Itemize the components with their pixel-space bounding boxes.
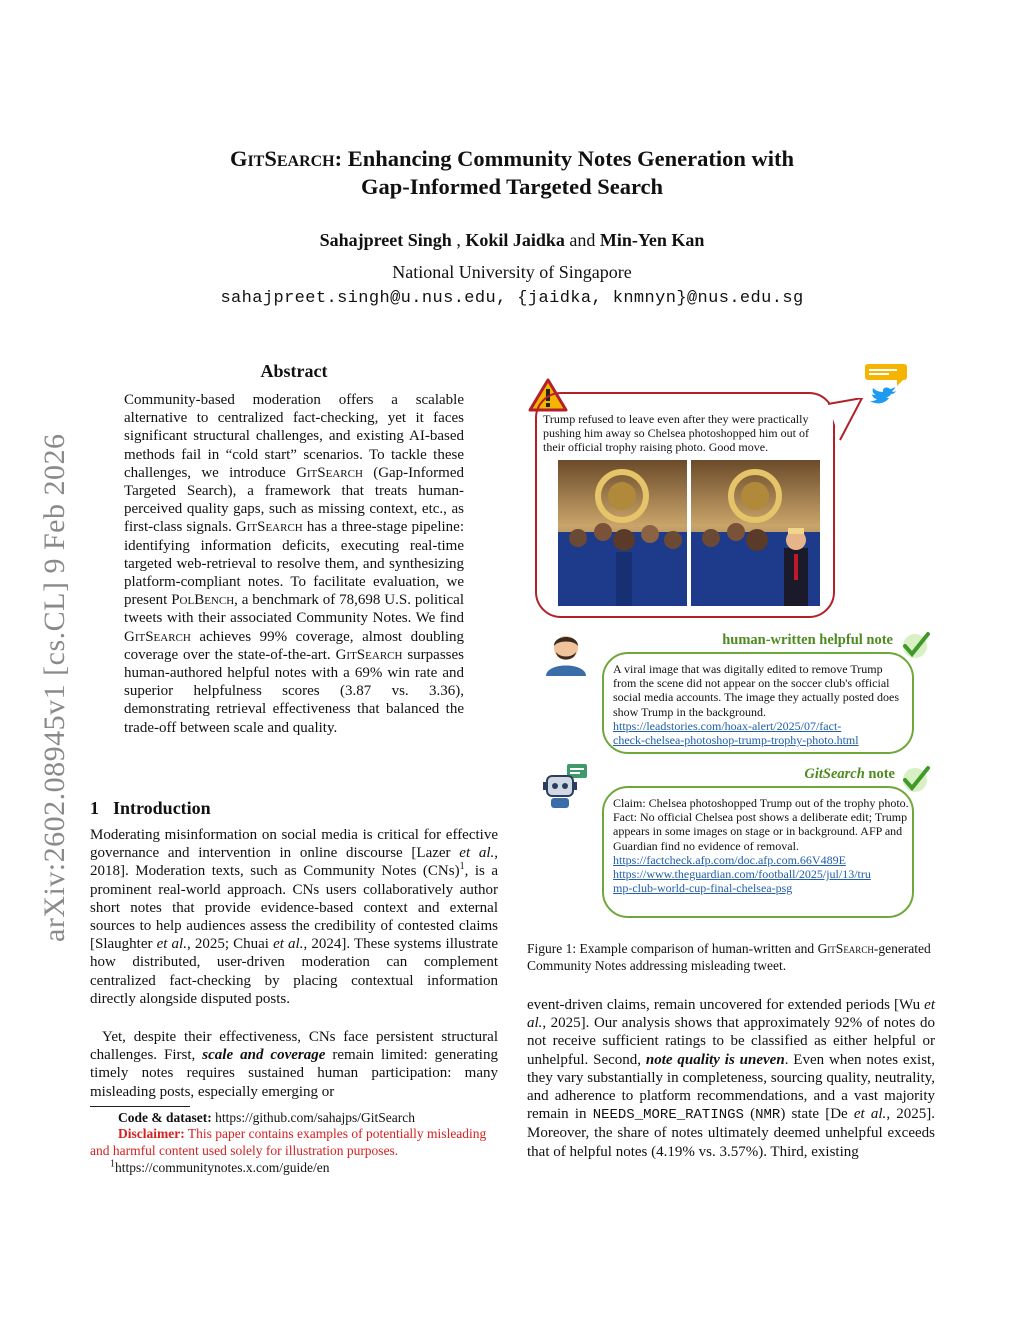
gitsearch-note-label (675, 766, 895, 783)
abstract-heading: Abstract (260, 361, 328, 381)
code-term: NMR (755, 1107, 781, 1124)
note-link[interactable]: https://leadstories.com/hoax-alert/2025/07/fact- (613, 718, 842, 733)
footnote-label: Code & dataset: (118, 1110, 212, 1125)
intro-paragraph (90, 826, 498, 1008)
paper-title (112, 145, 912, 201)
text: Yet, despite their effectiveness, CNs face persistent structural challenges. First, (90, 1029, 498, 1064)
abstract-body (124, 391, 464, 737)
text: , 2025]. Moreover, the share of notes ultimately deemed unhelpful exceeds that of helpful notes (4.19% vs. 3.57%). Third, existing (527, 1106, 935, 1160)
trophy-photo-comparison (558, 460, 820, 606)
author-separator: and (564, 230, 600, 250)
footnote-rule (90, 1106, 190, 1107)
footnote-mark: 1 (110, 1158, 115, 1170)
system-name: GitSearch (296, 464, 363, 481)
footnote-1 (90, 1160, 498, 1177)
label-italic: GitSearch (804, 766, 865, 782)
gitsearch-note-text (613, 796, 909, 895)
text: . Even when notes exist, they vary substantially in completeness, sourcing quality, neutrality, and adherence to platform recommendations, and a vast majority remain in (527, 1051, 935, 1123)
footnote-url[interactable]: https://communitynotes.x.com/guide/en (115, 1160, 330, 1175)
abstract-text: , a benchmark of 78,698 U.S. political tweets with their associated Community Notes. We find (124, 592, 464, 627)
text: , 2025]. Our analysis shows that approximately 92% of notes do not receive sufficient ratings to be classified as either helpful or unhelpful. Second, (527, 1015, 935, 1068)
text: event-driven claims, remain uncovered for extended periods [Wu (527, 997, 925, 1013)
text-italic: et al. (156, 936, 187, 953)
caption-text: -generated Community Notes addressing misleading tweet. (527, 941, 931, 973)
author-name: Sahajpreet Singh (319, 230, 452, 250)
intro-paragraph-continued (527, 996, 935, 1161)
abstract-text: has a three-stage pipeline: identifying information deficits, executing real-time targeted web-retrieval to resolve them, and synthesizing platform-compliant notes. To facilitate evaluation, we present (124, 519, 465, 609)
note-link[interactable]: https://www.theguardian.com/football/2025/jul/13/tru (613, 867, 871, 882)
system-name: GitSearch (817, 941, 874, 956)
code-url[interactable]: https://github.com/sahajps/GitSearch (215, 1110, 415, 1125)
author-name: Min-Yen Kan (599, 230, 705, 250)
text-italic: et al. (459, 845, 495, 862)
arxiv-identifier: arXiv:2602.08945v1 [cs.CL] 9 Feb 2026 (38, 433, 71, 942)
intro-paragraph (90, 1028, 498, 1101)
disclaimer-label: Disclaimer: (118, 1126, 185, 1141)
text: ( (743, 1106, 756, 1123)
human-note-text (613, 662, 903, 747)
text-italic: et al. (853, 1106, 887, 1123)
text: , 2018]. Moderation texts, such as Community Notes (CNs) (90, 845, 498, 880)
tweet-text: Trump refused to leave even after they were practically pushing him away so Chelsea photoshopped him out of their official trophy raising photo. Good move. (543, 412, 809, 454)
abstract-text: Community-based moderation offers a scalable alternative to centralized fact-checking, yet it faces significant structural challenges, and existing AI-based methods fail in “cold start” scenarios. To tackle these challenges, we introduce (124, 392, 464, 481)
text: ) state [De (780, 1106, 854, 1123)
note-link[interactable]: check-chelsea-photoshop-trump-trophy-photo.html (613, 733, 859, 748)
emphasis: note quality is uneven (645, 1051, 785, 1068)
abstract-text: surpasses human-authored helpful notes with a 69% win rate and superior helpfulness scores (3.87 vs. 3.36), demonstrating retrieval effectiveness that balanced the trade-off between scale and quality. (124, 646, 465, 736)
title-line1: : Enhancing Community Notes Generation with (334, 146, 795, 171)
system-name: GitSearch (335, 646, 403, 663)
title-system-name: GitSearch (229, 146, 335, 171)
emphasis: scale and coverage (202, 1047, 326, 1064)
text: , is a prominent real-world approach. CNs users collaboratively author short notes that provide evidence-based context and external sources to help audiences assess the credibility of contested claims [Slaughter (90, 863, 498, 953)
footnote-disclaimer (90, 1126, 498, 1159)
human-avatar-icon (541, 628, 591, 676)
text-italic: et al. (527, 997, 935, 1032)
abstract-text: achieves 99% coverage, almost doubling coverage over the state-of-the-art. (124, 628, 464, 663)
text: , 2025; Chuai (186, 936, 274, 953)
author-separator: , (451, 230, 466, 250)
figure-caption (527, 940, 935, 974)
caption-text: Figure 1: Example comparison of human-written and (527, 941, 818, 956)
author-list (112, 230, 912, 251)
text: Moderating misinformation on social media is critical for effective governance and intervention in online discourse [Lazer (90, 827, 498, 862)
label-text: note (864, 766, 895, 782)
affiliation: National University of Singapore (392, 262, 632, 282)
title-line2: Gap-Informed Targeted Search (360, 174, 664, 199)
footnote-code (90, 1110, 498, 1127)
system-name: GitSearch (235, 519, 303, 536)
text: , 2024]. These systems illustrate how distributed, user-driven moderation can complement centralized fact-checking by placing contextual information directly alongside disputed posts. (90, 936, 499, 1007)
note-body: A viral image that was digitally edited to remove Trump from the scene did not appear on the soccer club's official social media accounts. The image they actually posted does show Trump in the background. (613, 662, 900, 719)
author-emails: sahajpreet.singh@u.nus.edu, {jaidka, knmnyn}@nus.edu.sg (220, 289, 804, 308)
figure-1 (525, 360, 945, 935)
section-title: Introduction (113, 798, 211, 818)
note-body: Claim: Chelsea photoshopped Trump out of the trophy photo. Fact: No official Chelsea post shows a deliberate edit; Trump appears in some images on stage or in background. AFP and Guardian find no evidence of removal. (613, 796, 909, 853)
footnote-mark: 1 (459, 861, 465, 873)
code-term: NEEDS_MORE_RATINGS (592, 1107, 744, 1124)
disclaimer-text: This paper contains examples of potentially misleading and harmful content used solely for illustration purposes. (90, 1126, 487, 1158)
author-name: Kokil Jaidka (465, 230, 565, 250)
robot-avatar-icon (541, 762, 591, 810)
text-italic: et al. (273, 936, 304, 953)
benchmark-name: PolBench (171, 592, 235, 609)
note-link[interactable]: mp-club-world-cup-final-chelsea-psg (613, 881, 793, 896)
human-note-label: human-written helpful note (722, 632, 893, 648)
abstract-text: (Gap-Informed Targeted Search), a framework that treats human-perceived quality gaps, such as missing context, etc., as first-class signals. (124, 464, 464, 536)
system-name: GitSearch (124, 628, 191, 645)
section-number: 1 (90, 798, 99, 818)
twitter-bird-icon (863, 362, 913, 412)
text: remain limited: generating timely notes requires sustained human participation: many misleading posts, especially emerging or (90, 1047, 498, 1100)
note-link[interactable]: https://factcheck.afp.com/doc.afp.com.66V489E (613, 852, 846, 867)
section-heading (90, 798, 211, 819)
